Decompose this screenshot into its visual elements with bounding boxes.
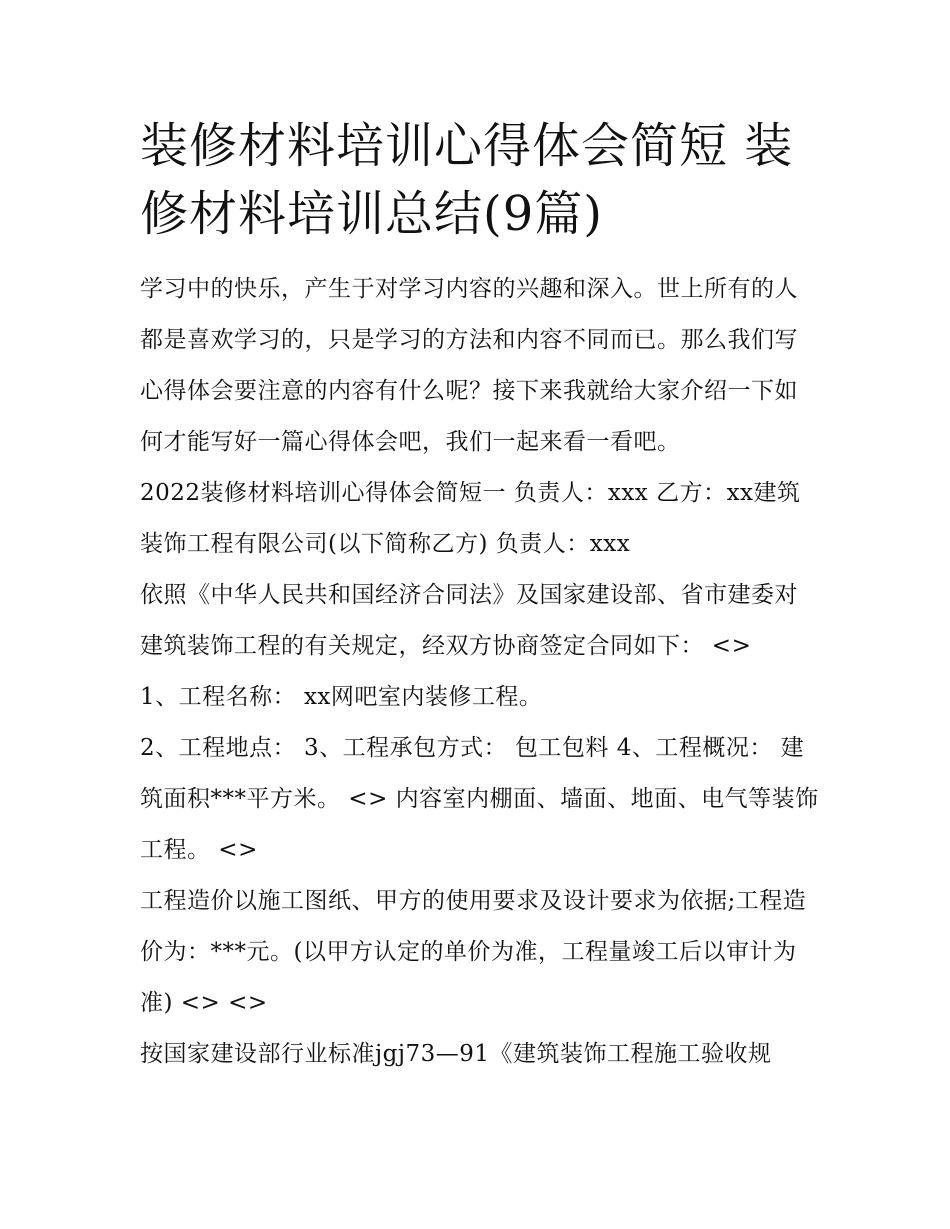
document-content: [140, 112, 820, 1080]
standard-paragraph: 按国家建设部行业标准jgj73—91《建筑装饰工程施工验收规: [140, 1041, 772, 1067]
document-title: 装修材料培训心得体会简短 装修材料培训总结(9篇): [140, 118, 794, 242]
intro-paragraph: 学习中的快乐，产生于对学习内容的兴趣和深入。世上所有的人都是喜欢学习的，只是学习的方法和内容不同而已。那么我们写心得体会要注意的内容有什么呢？接下来我就给大家介绍一下如何才能写好一篇心得体会吧，我们一起来看一看吧。: [140, 276, 798, 455]
project-name-paragraph: 1、工程名称： xx网吧室内装修工程。: [140, 684, 543, 710]
project-cost-paragraph: 工程造价以施工图纸、甲方的使用要求及设计要求为依据;工程造价为：***元。(以甲方认定的单价为准，工程量竣工后以审计为准) <> <>: [140, 888, 807, 1016]
contract-parties-paragraph: 2022装修材料培训心得体会简短一 负责人：xxx 乙方：xx建筑装饰工程有限公司(以下简称乙方) 负责人：xxx: [140, 480, 801, 557]
project-details-paragraph: 2、工程地点： 3、工程承包方式： 包工包料 4、工程概况： 建筑面积***平方米。 <> 内容室内棚面、墙面、地面、电气等装饰工程。 <>: [140, 735, 819, 863]
contract-basis-paragraph: 依照《中华人民共和国经济合同法》及国家建设部、省市建委对建筑装饰工程的有关规定，经双方协商签定合同如下： <>: [140, 582, 798, 659]
